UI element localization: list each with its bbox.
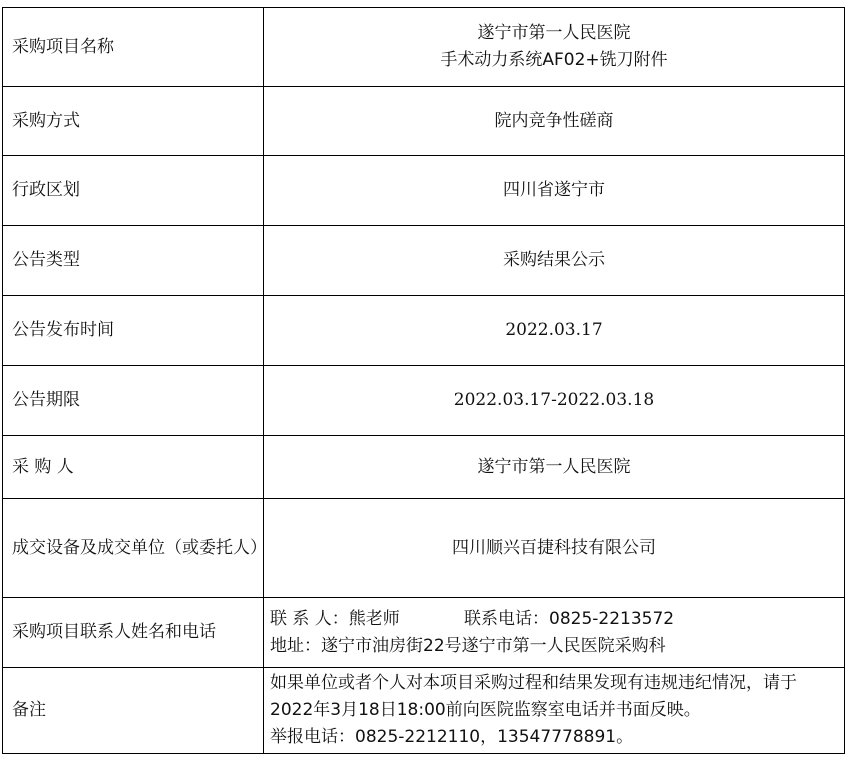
value-contact [264,598,845,668]
label-region: 行政区划 [3,156,264,226]
label-remarks: 备注 [3,668,264,754]
label-purchaser: 采 购 人 [3,436,264,499]
label-publish-time: 公告发布时间 [3,296,264,366]
contact-address: 地址：遂宁市油房街22号遂宁市第一人民医院采购科 [270,635,666,656]
contact-person: 联 系 人：熊老师 [270,608,400,629]
row-contact [3,598,845,668]
value-winner: 四川顺兴百捷科技有限公司 [264,499,845,598]
value-purchaser: 遂宁市第一人民医院 [264,436,845,499]
value-method: 院内竞争性磋商 [264,87,845,156]
row-period [3,366,845,436]
label-contact: 采购项目联系人姓名和电话 [3,598,264,668]
row-purchaser [3,436,845,499]
label-method: 采购方式 [3,87,264,156]
row-notice-type [3,226,845,296]
value-period: 2022.03.17-2022.03.18 [264,366,845,436]
label-winner: 成交设备及成交单位（或委托人） [3,499,264,598]
label-project-name: 采购项目名称 [3,8,264,87]
remarks-text: 如果单位或者个人对本项目采购过程和结果发现有违规违纪情况，请于2022年3月18日18:00前向医院监察室电话并书面反映。 [270,673,797,720]
project-name-hospital: 遂宁市第一人民医院 [477,23,631,43]
row-publish-time [3,296,845,366]
row-remarks [3,668,845,754]
label-period: 公告期限 [3,366,264,436]
value-project-name [264,8,845,87]
remarks-hotline: 举报电话：0825-2212110，13547778891。 [270,727,634,747]
row-project-name [3,8,845,87]
value-remarks [264,668,845,754]
row-winner [3,499,845,598]
label-notice-type: 公告类型 [3,226,264,296]
row-region [3,156,845,226]
value-publish-time: 2022.03.17 [264,296,845,366]
contact-phone: 联系电话：0825-2213572 [464,608,675,629]
value-notice-type: 采购结果公示 [264,226,845,296]
value-region: 四川省遂宁市 [264,156,845,226]
procurement-result-table [2,7,845,754]
project-name-item: 手术动力系统AF02+铣刀附件 [440,50,668,70]
contact-line [270,606,840,633]
row-method [3,87,845,156]
